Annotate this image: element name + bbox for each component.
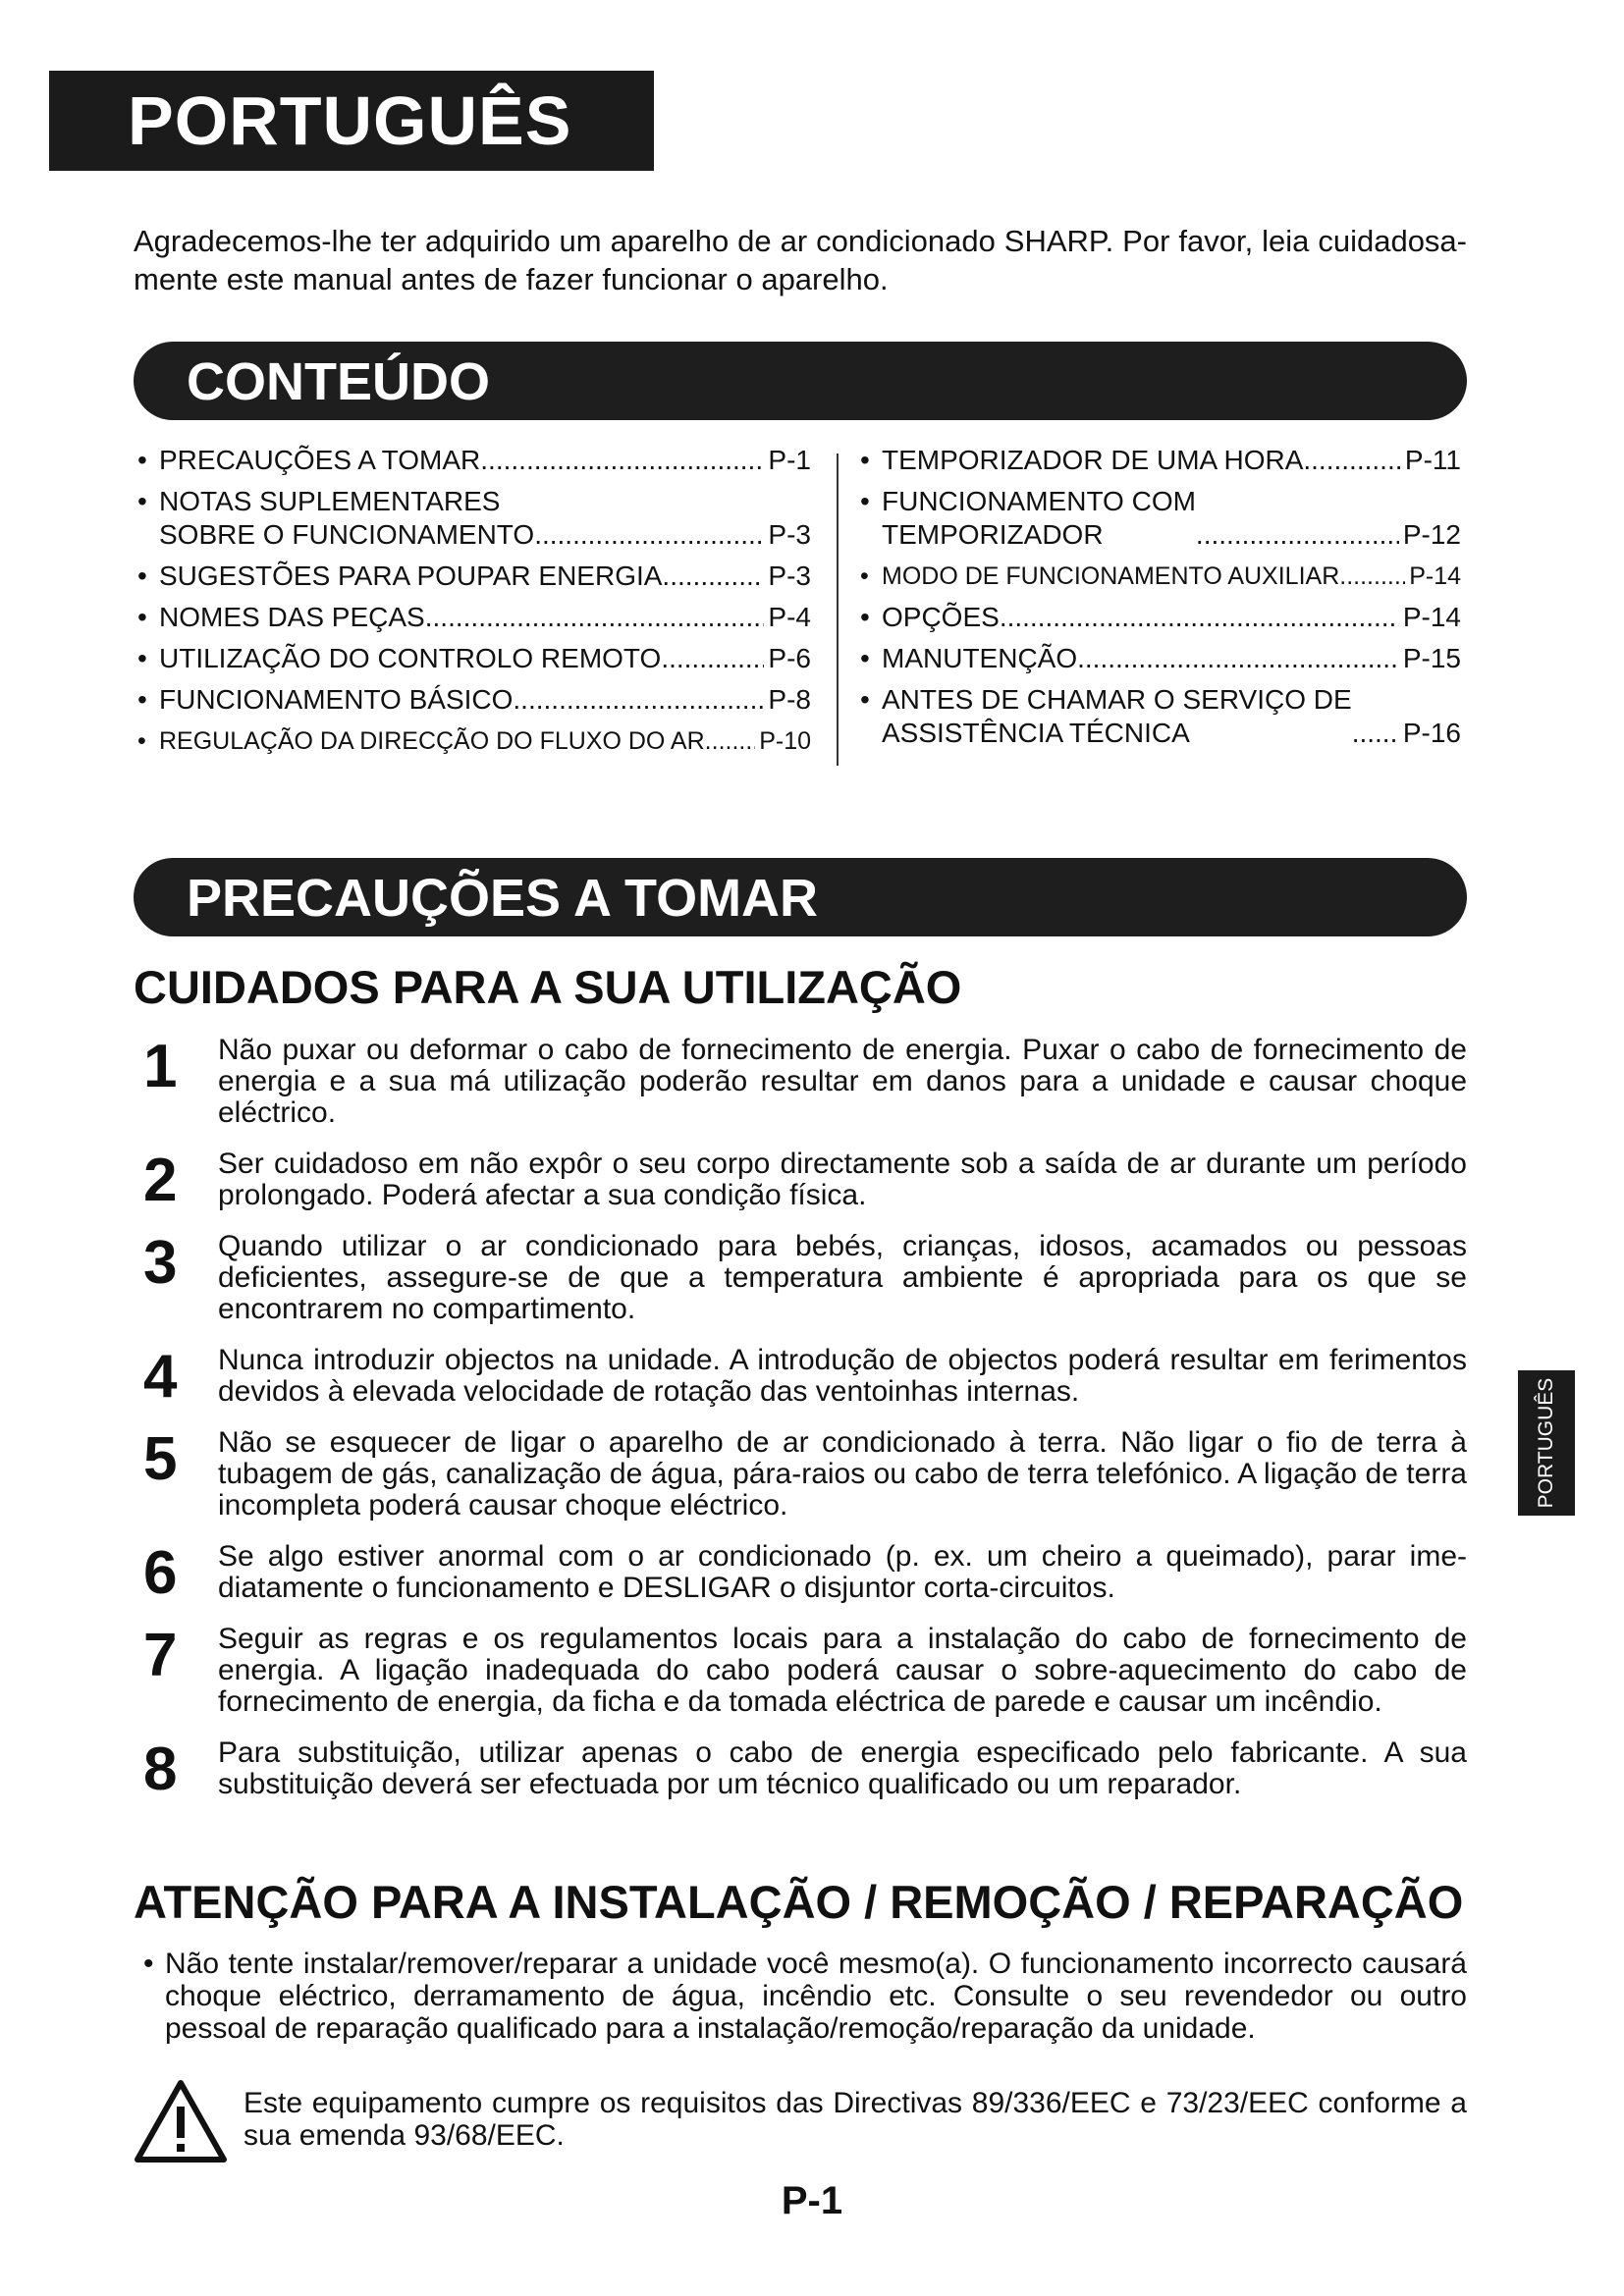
care-item-number: 4: [143, 1343, 178, 1411]
dot-leader: [425, 601, 765, 634]
care-item-number: 2: [143, 1147, 178, 1214]
bullet: •: [137, 561, 147, 591]
intro-paragraph: Agradecemos-lhe ter adquirido um aparelho de ar condicionado SHARP. Por favor, leia cuidadosa-mente este manual antes de fazer funcionar o aparelho.: [134, 224, 1467, 296]
install-text: Não tente instalar/remover/reparar a unidade você mesmo(a). O funcionamento incorrecto causará choque eléctrico, derramamento de água, incêndio etc. Consulte o seu revendedor ou outro pessoal de reparação qualificado para a instalação/remoção/reparação da unidade.: [165, 1948, 1467, 2045]
dot-leader: [1000, 601, 1399, 634]
care-item-number: 3: [143, 1229, 178, 1297]
compliance-block: [134, 2079, 1467, 2163]
toc-item[interactable]: [137, 724, 811, 758]
care-item-text: Quando utilizar o ar condicionado para bebés, crianças, idosos, acamados ou pessoas deficientes, assegure-se de que a temperatura ambiente é apropriada para os que se encontrarem no compartimento.: [218, 1230, 1467, 1325]
toc-item-page: P-14: [1409, 562, 1461, 590]
care-item-number: 7: [143, 1622, 178, 1689]
warning-triangle-icon: [134, 2079, 228, 2163]
toc-item-page: P-14: [1402, 602, 1461, 632]
dot-leader: [1196, 518, 1399, 552]
care-item-number: 8: [143, 1735, 178, 1803]
dot-leader: [1339, 560, 1405, 593]
bullet: •: [860, 486, 870, 516]
toc-item-title: UTILIZAÇÃO DO CONTROLO REMOTO: [159, 643, 662, 673]
toc-item-title: OPÇÕES: [882, 602, 1000, 632]
care-list: [143, 1035, 1467, 1820]
toc-item[interactable]: [137, 683, 811, 717]
care-item-text: Não se esquecer de ligar o aparelho de ar condicionado à terra. Não ligar o fio de terra à tubagem de gás, canalização de água, pára-raios ou cabo de terra telefónico. A ligação de terra incompleta poderá causar choque eléctrico.: [218, 1426, 1467, 1522]
toc-item[interactable]: [137, 601, 811, 634]
dot-leader: [1077, 642, 1399, 675]
care-item-number: 5: [143, 1425, 178, 1493]
toc-item[interactable]: [137, 560, 811, 593]
toc-item[interactable]: [860, 560, 1461, 593]
dot-leader: [1303, 444, 1401, 477]
care-item: [143, 1035, 1467, 1129]
care-heading: CUIDADOS PARA A SUA UTILIZAÇÃO: [134, 961, 962, 1013]
care-item-number: 1: [143, 1033, 178, 1100]
language-side-tab[interactable]: [1518, 1370, 1575, 1516]
dot-leader: [480, 444, 764, 477]
bullet: •: [860, 562, 869, 590]
toc-item-title: MODO DE FUNCIONAMENTO AUXILIAR: [882, 562, 1340, 590]
compliance-text: Este equipamento cumpre os requisitos das Directivas 89/336/EEC e 73/23/EEC conforme a sua emenda 93/68/EEC.: [244, 2087, 1467, 2152]
dot-leader: [513, 683, 764, 717]
toc-item[interactable]: [860, 683, 1461, 750]
care-item-text: Ser cuidadoso em não expôr o seu corpo directamente sob a saída de ar durante um período prolongado. Poderá afectar a sua condição física.: [218, 1148, 1467, 1211]
bullet: •: [137, 643, 147, 673]
install-paragraph: [143, 1948, 1467, 2045]
toc-item-title: NOMES DAS PEÇAS: [159, 602, 425, 632]
care-item: [143, 1539, 1467, 1607]
toc-item-title: FUNCIONAMENTO BÁSICO: [159, 684, 514, 715]
toc-item-title: REGULAÇÃO DA DIRECÇÃO DO FLUXO DO AR: [159, 727, 705, 755]
toc-item-page: P-3: [768, 519, 811, 550]
install-heading: ATENÇÃO PARA A INSTALAÇÃO / REMOÇÃO / REPARAÇÃO: [134, 1876, 1464, 1928]
toc-item[interactable]: [137, 642, 811, 675]
toc-item-title: PRECAUÇÕES A TOMAR: [159, 445, 481, 475]
care-item-number: 6: [143, 1539, 178, 1607]
toc-right-column: [860, 444, 1461, 758]
precautions-heading-bar: PRECAUÇÕES A TOMAR: [134, 858, 1467, 936]
dot-leader: [705, 724, 756, 758]
bullet: •: [137, 602, 147, 632]
care-item: [143, 1343, 1467, 1411]
bullet: •: [860, 684, 870, 715]
toc-item-page: P-16: [1402, 718, 1461, 748]
care-item-text: Nunca introduzir objectos na unidade. A introdução de objectos poderá resultar em ferimentos devidos à elevada velocidade de rotação das ventoinhas internas.: [218, 1344, 1467, 1408]
dot-leader: [661, 642, 764, 675]
dot-leader: [534, 518, 764, 552]
care-item-text: Se algo estiver anormal com o ar condicionado (p. ex. um cheiro a queimado), parar ime-diatamente o funcionamento e DESLIGAR o disjuntor corta-circuitos.: [218, 1540, 1467, 1604]
care-item: [143, 1147, 1467, 1214]
care-item: [143, 1427, 1467, 1522]
toc-item-page: P-12: [1402, 519, 1461, 550]
toc-item-page: P-11: [1404, 445, 1461, 475]
toc-item-title: NOTAS SUPLEMENTARES SOBRE O FUNCIONAMENTO: [159, 486, 535, 550]
bullet: •: [137, 684, 147, 715]
toc-item-title: MANUTENÇÃO: [882, 643, 1078, 673]
care-item: [143, 1231, 1467, 1325]
toc-item-title: ANTES DE CHAMAR O SERVIÇO DE ASSISTÊNCIA TÉCNICA: [882, 684, 1352, 748]
dot-leader: [662, 560, 764, 593]
toc-item-page: P-1: [768, 445, 811, 475]
toc-item-title: FUNCIONAMENTO COM TEMPORIZADOR: [882, 486, 1196, 550]
toc-item-title: SUGESTÕES PARA POUPAR ENERGIA: [159, 561, 663, 591]
bullet: •: [860, 602, 870, 632]
toc-item[interactable]: [860, 642, 1461, 675]
care-item-text: Não puxar ou deformar o cabo de fornecimento de energia. Puxar o cabo de fornecimento de energia e a sua má utilização poderão resultar em danos para a unidade e causar choque eléctrico.: [218, 1034, 1467, 1129]
care-item: [143, 1624, 1467, 1718]
bullet: •: [137, 727, 146, 755]
toc-item[interactable]: [860, 485, 1461, 552]
bullet: •: [860, 445, 870, 475]
language-header: PORTUGUÊS: [49, 71, 654, 171]
toc-item-page: P-4: [768, 602, 811, 632]
toc-item[interactable]: [860, 444, 1461, 477]
bullet: •: [143, 1948, 154, 1980]
toc-item-page: P-3: [768, 561, 811, 591]
toc-item-page: P-6: [768, 643, 811, 673]
dot-leader: [1352, 717, 1399, 750]
bullet: •: [860, 643, 870, 673]
toc-item[interactable]: [137, 444, 811, 477]
care-item-text: Seguir as regras e os regulamentos locais para a instalação do cabo de fornecimento de energia. A ligação inadequada do cabo poderá causar o sobre-aquecimento do cabo de fornecimento de energia, da ficha e da tomada eléctrica de parede e causar um incêndio.: [218, 1623, 1467, 1718]
page-number: P-1: [781, 2179, 843, 2222]
bullet: •: [137, 486, 147, 516]
contents-heading-bar: CONTEÚDO: [134, 342, 1467, 420]
toc-item[interactable]: [860, 601, 1461, 634]
side-tab-label: PORTUGUÊS: [1535, 1377, 1557, 1509]
toc-item-page: P-10: [759, 727, 811, 755]
toc-item-page: P-8: [768, 684, 811, 715]
toc-item-page: P-15: [1402, 643, 1461, 673]
toc-item-title: TEMPORIZADOR DE UMA HORA: [882, 445, 1304, 475]
toc-left-column: [137, 444, 811, 766]
care-item: [143, 1735, 1467, 1803]
care-item-text: Para substituição, utilizar apenas o cabo de energia especificado pelo fabricante. A sua substituição deverá ser efectuada por um técnico qualificado ou um reparador.: [218, 1736, 1467, 1800]
bullet: •: [137, 445, 147, 475]
toc-item[interactable]: [137, 485, 811, 552]
toc-divider: [837, 454, 839, 766]
